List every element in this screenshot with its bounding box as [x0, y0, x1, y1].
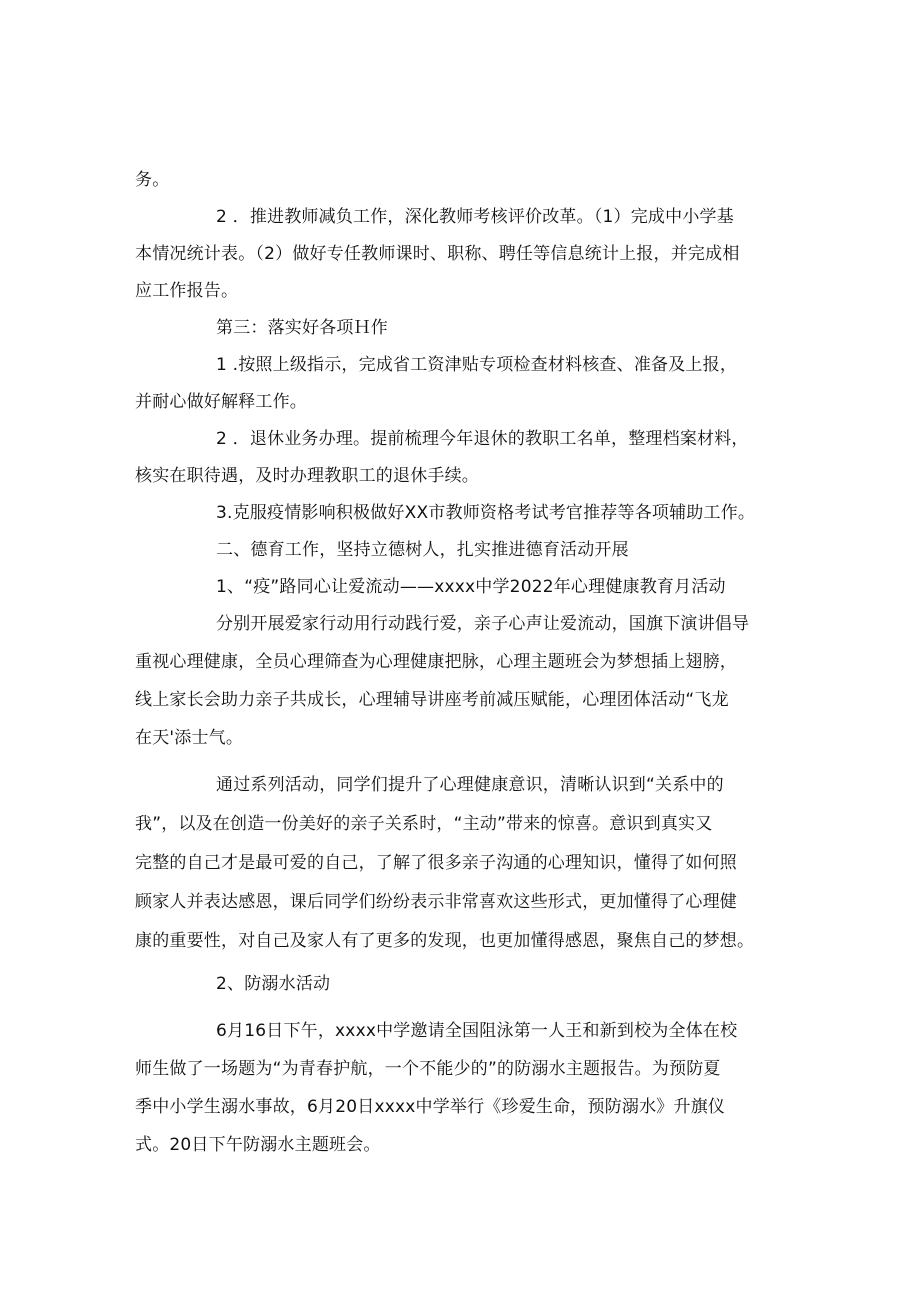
text-line: 并耐心做好解释工作。	[135, 392, 307, 412]
text-line: 3.克服疫情影响积极做好XX市教师资格考试考官推荐等各项辅助工作。	[216, 503, 756, 523]
text-line: 务。	[135, 170, 170, 190]
text-line: 顾家人并表达感恩，课后同学们纷纷表示非常喜欢这些形式，更加懂得了心理健	[135, 892, 737, 912]
text-line: 2 ．退休业务办理。提前梳理今年退休的教职工名单，整理档案材料，	[216, 429, 749, 449]
subsection-heading: 1、“疫”路同心让爱流动——xxxx中学2022年心理健康教育月活动	[216, 577, 726, 597]
text-line: 式。20日下午防溺水主题班会。	[135, 1135, 381, 1155]
section-heading: 第三：落实好各项Ｈ作	[216, 318, 388, 338]
text-line: 核实在职待遇，及时办理教职工的退休手续。	[135, 466, 479, 486]
text-line: 在天'添士气。	[135, 728, 244, 748]
text-line: 完整的自己才是最可爱的自己，了解了很多亲子沟通的心理知识，懂得了如何照	[135, 853, 737, 873]
text-line: 季中小学生溺水事故，6月20日xxxx中学举行《珍爱生命，预防溺水》升旗仪	[135, 1097, 726, 1117]
section-heading: 二、德育工作，坚持立德树人，扎实推进德育活动开展	[216, 540, 629, 560]
text-line: 师生做了一场题为“为青春护航，一个不能少的”的防溺水主题报告。为预防夏	[135, 1059, 721, 1079]
text-line: 2 ．推进教师减负工作，深化教师考核评价改革。（1）完成中小学基	[216, 207, 734, 227]
text-line: 分别开展爱家行动用行动践行爱，亲子心声让爱流动，国旗下演讲倡导	[216, 614, 750, 634]
text-line: 1 .按照上级指示，完成省工资津贴专项检查材料核查、准备及上报，	[216, 355, 738, 375]
text-line: 6月16日下午，xxxx中学邀请全国阻泳第一人王和新到校为全体在校	[216, 1021, 738, 1041]
text-line: 重视心理健康，全员心理筛查为心理健康把脉，心理主题班会为梦想插上翅膀，	[135, 652, 737, 672]
text-line: 本情况统计表。（2）做好专任教师课时、职称、聘任等信息统计上报，并完成相	[135, 244, 740, 264]
text-line: 我”，以及在创造一份美好的亲子关系时，“主动”带来的惊喜。意识到真实又	[135, 814, 713, 834]
subsection-heading: 2、防溺水活动	[216, 974, 331, 994]
text-line: 应工作报告。	[135, 281, 239, 301]
text-line: 康的重要性，对自己及家人有了更多的发现，也更加懂得感恩，聚焦自己的梦想。	[135, 931, 755, 951]
text-line: 通过系列活动，同学们提升了心理健康意识，清晰认识到“关系中的	[216, 775, 724, 795]
text-line: 线上家长会助力亲子共成长，心理辅导讲座考前减压赋能，心理团体活动“飞龙	[135, 690, 729, 710]
